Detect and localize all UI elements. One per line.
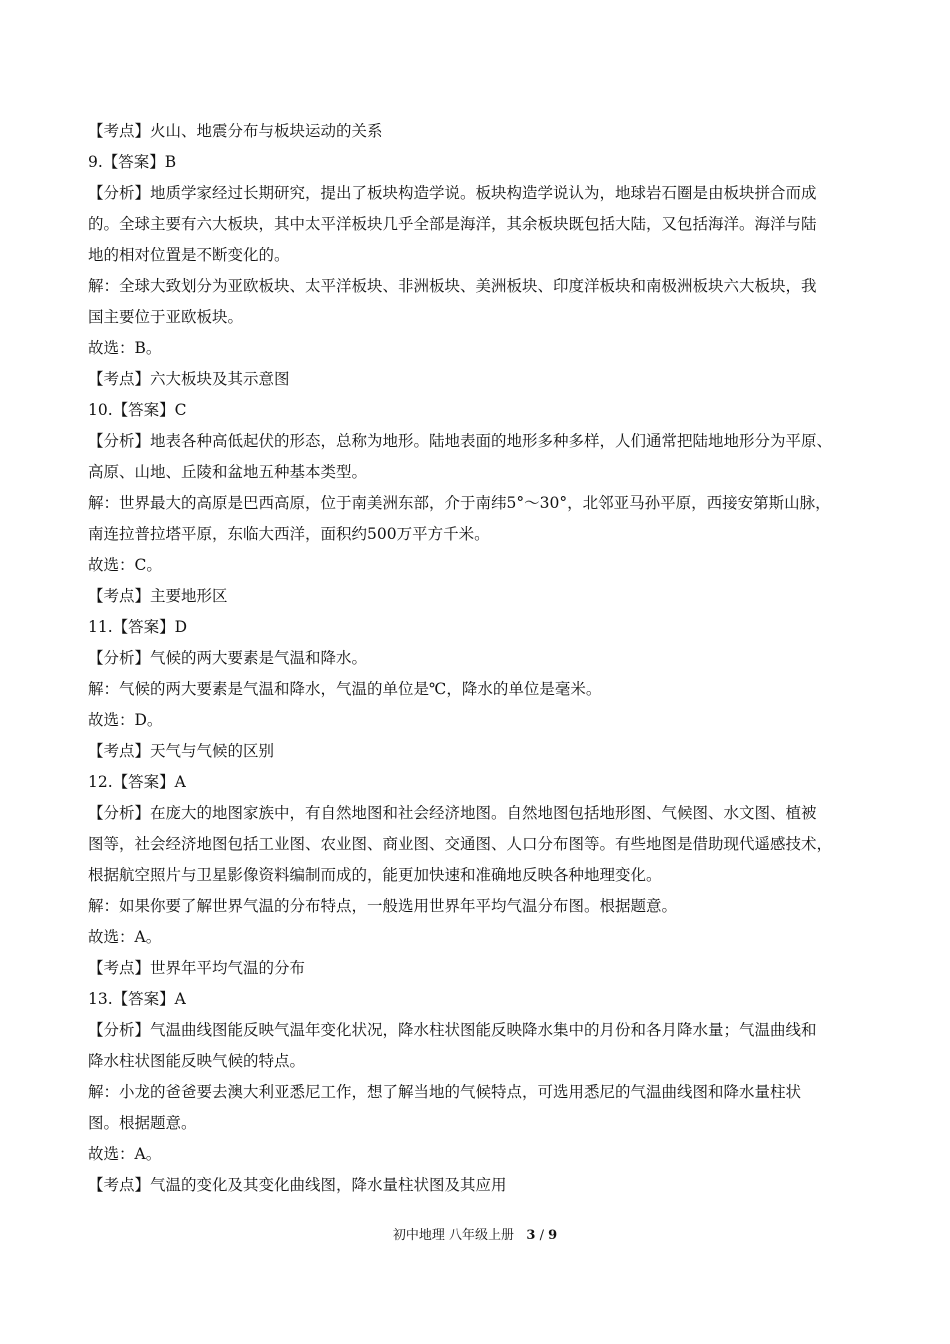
text-line: 故选：C。 — [88, 556, 162, 574]
answer-text-body — [88, 116, 866, 1201]
text-line: 12.【答案】A — [88, 773, 186, 791]
text-line: 故选：A。 — [88, 928, 162, 946]
text-line: 【分析】地质学家经过长期研究，提出了板块构造学说。板块构造学说认为，地球岩石圈是由板块拼合而成 — [88, 184, 817, 202]
text-line: 故选：B。 — [88, 339, 162, 357]
text-line: 【分析】气温曲线图能反映气温年变化状况，降水柱状图能反映降水集中的月份和各月降水量；气温曲线和 — [88, 1021, 817, 1039]
text-line: 高原、山地、丘陵和盆地五种基本类型。 — [88, 463, 368, 481]
text-line: 解：全球大致划分为亚欧板块、太平洋板块、非洲板块、美洲板块、印度洋板块和南极洲板块六大板块，我 — [88, 277, 817, 295]
text-line: 国主要位于亚欧板块。 — [88, 308, 244, 326]
text-line: 【考点】气温的变化及其变化曲线图，降水量柱状图及其应用 — [88, 1176, 507, 1194]
text-line: 的。全球主要有六大板块，其中太平洋板块几乎全部是海洋，其余板块既包括大陆，又包括海洋。海洋与陆 — [88, 215, 817, 233]
text-line: 故选：D。 — [88, 711, 163, 729]
text-line: 【考点】主要地形区 — [88, 587, 228, 605]
text-line: 【考点】六大板块及其示意图 — [88, 370, 290, 388]
text-line: 故选：A。 — [88, 1145, 162, 1163]
text-line: 解：小龙的爸爸要去澳大利亚悉尼工作，想了解当地的气候特点，可选用悉尼的气温曲线图和降水量柱状 — [88, 1083, 802, 1101]
text-line: 解：世界最大的高原是巴西高原，位于南美洲东部，介于南纬5°～30°，北邻亚马孙平原，西接安第斯山脉， — [88, 494, 831, 512]
footer-page-separator: / — [535, 1228, 549, 1243]
text-line: 10.【答案】C — [88, 401, 187, 419]
footer-page-total: 9 — [548, 1228, 558, 1243]
text-line: 【分析】地表各种高低起伏的形态，总称为地形。陆地表面的地形多种多样，人们通常把陆地地形分为平原、 — [88, 432, 833, 450]
text-line: 【考点】世界年平均气温的分布 — [88, 959, 306, 977]
text-line: 【分析】在庞大的地图家族中，有自然地图和社会经济地图。自然地图包括地形图、气候图、水文图、植被 — [88, 804, 817, 822]
text-line: 9.【答案】B — [88, 153, 177, 171]
text-line: 13.【答案】A — [88, 990, 186, 1008]
page-footer — [0, 1226, 950, 1246]
text-line: 图等，社会经济地图包括工业图、农业图、商业图、交通图、人口分布图等。有些地图是借助现代遥感技术， — [88, 835, 833, 853]
footer-page-number: 3 — [526, 1228, 536, 1243]
text-line: 11.【答案】D — [88, 618, 188, 636]
text-line: 降水柱状图能反映气候的特点。 — [88, 1052, 306, 1070]
text-line: 【考点】天气与气候的区别 — [88, 742, 275, 760]
text-line: 解：如果你要了解世界气温的分布特点，一般选用世界年平均气温分布图。根据题意。 — [88, 897, 678, 915]
text-line: 【考点】火山、地震分布与板块运动的关系 — [88, 122, 383, 140]
text-line: 【分析】气候的两大要素是气温和降水。 — [88, 649, 368, 667]
footer-title: 初中地理 八年级上册 — [392, 1228, 514, 1243]
text-line: 根据航空照片与卫星影像资料编制而成的，能更加快速和准确地反映各种地理变化。 — [88, 866, 662, 884]
text-line: 地的相对位置是不断变化的。 — [88, 246, 290, 264]
text-line: 解：气候的两大要素是气温和降水，气温的单位是℃，降水的单位是毫米。 — [88, 680, 602, 698]
text-line: 南连拉普拉塔平原，东临大西洋，面积约500万平方千米。 — [88, 525, 490, 543]
text-line: 图。根据题意。 — [88, 1114, 197, 1132]
